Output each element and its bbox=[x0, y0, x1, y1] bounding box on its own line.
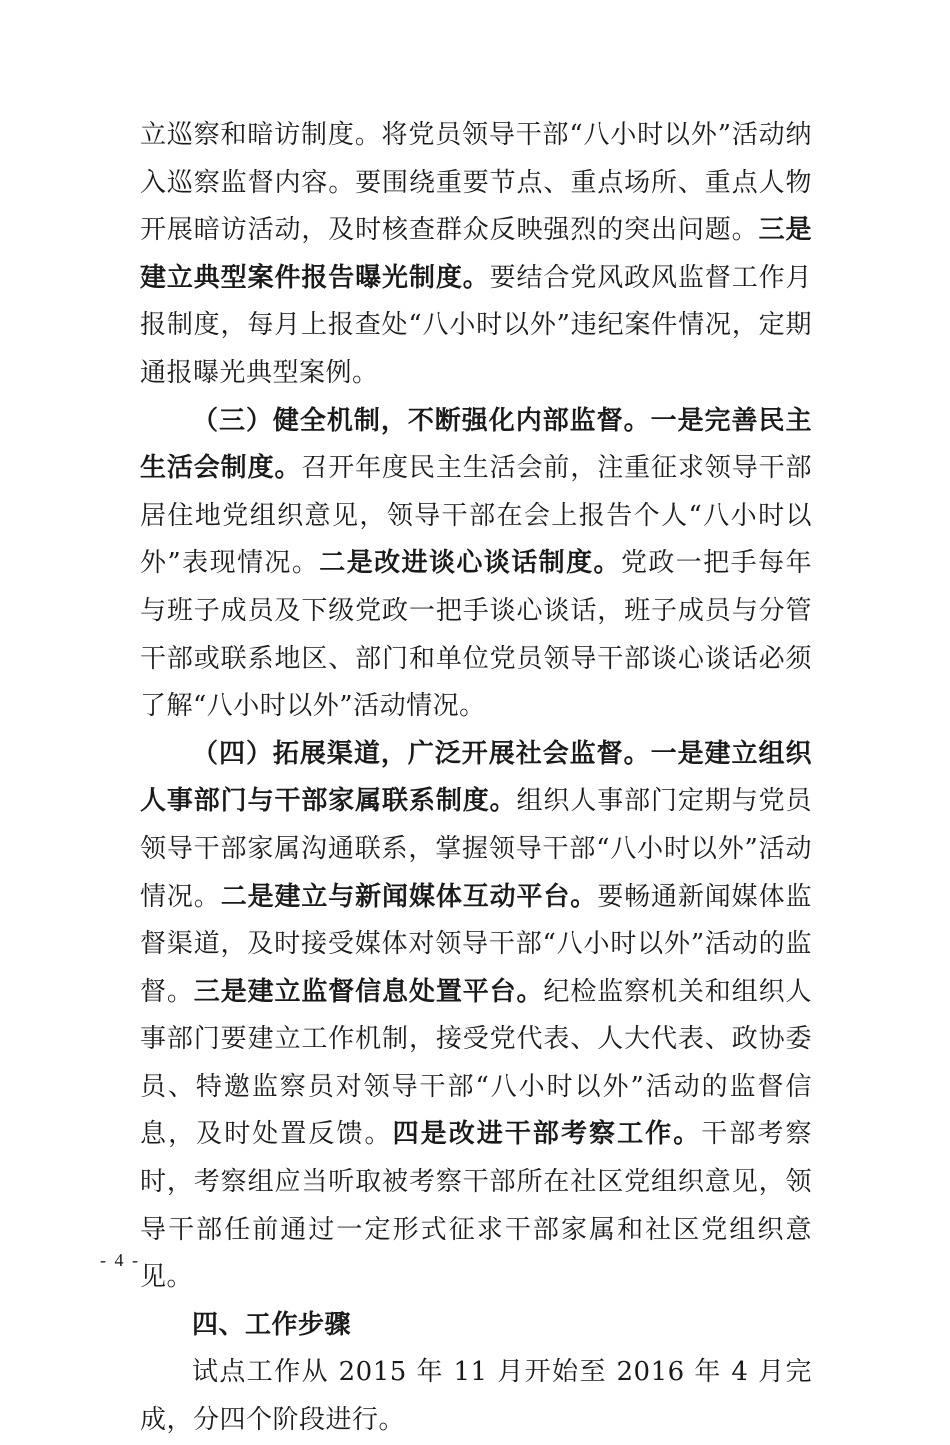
paragraph-text: 要畅通新闻媒体监督渠道，及时接受媒体对领导干部“八小时以外”活动的监督。 bbox=[140, 881, 812, 1007]
paragraph-text: 试点工作从 2015 年 11 月开始至 2016 年 4 月完成，分四个阶段进行。 bbox=[140, 1357, 812, 1436]
paragraph-timeline bbox=[140, 1349, 812, 1444]
paragraph-text: 干部考察时，考察组应当听取被考察干部所在社区党组织意见，领导干部任前通过一定形式征求干部家属和社区党组织意见。 bbox=[140, 1119, 812, 1293]
bold-lead: 三是建立典型案件报告曝光制度。 bbox=[140, 215, 812, 293]
bold-lead: 二是改进谈心谈话制度。 bbox=[319, 548, 621, 579]
page-number: - 4 - bbox=[100, 1250, 140, 1270]
bold-lead: （四）拓展渠道，广泛开展社会监督。一是建立组织人事部门与干部家属联系制度。 bbox=[140, 738, 812, 817]
paragraph-text: 党政一把手每年与班子成员及下级党政一把手谈心谈话，班子成员与分管干部或联系地区、部门和单位党员领导干部谈心谈话必须了解“八小时以外”活动情况。 bbox=[140, 548, 812, 722]
paragraph-social-supervision bbox=[140, 731, 812, 1302]
bold-lead: 二是建立与新闻媒体互动平台。 bbox=[220, 881, 598, 912]
paragraph-text: 召开年度民主生活会前，注重征求领导干部居住地党组织意见，领导干部在会上报告个人“八小时以外”表现情况。 bbox=[140, 453, 812, 579]
paragraph-text: 组织人事部门定期与党员领导干部家属沟通联系，掌握领导干部“八小时以外”活动情况。 bbox=[140, 786, 812, 912]
paragraph-text: 要结合党风政风监督工作月报制度，每月上报查处“八小时以外”违纪案件情况，定期通报曝光典型案例。 bbox=[140, 262, 812, 388]
bold-lead: （三）健全机制，不断强化内部监督。一是完善民主生活会制度。 bbox=[140, 405, 812, 484]
bold-lead: 四是改进干部考察工作。 bbox=[392, 1119, 702, 1150]
bold-lead: 三是建立监督信息处置平台。 bbox=[193, 976, 544, 1007]
body-text bbox=[140, 112, 812, 1445]
paragraph-internal-supervision bbox=[140, 398, 812, 731]
section-heading-work-steps: 四、工作步骤 bbox=[192, 1309, 352, 1340]
paragraph-text: 立巡察和暗访制度。将党员领导干部“八小时以外”活动纳入巡察监督内容。要围绕重要节点、重点场所、重点人物开展暗访活动，及时核查群众反映强烈的突出问题。 bbox=[140, 120, 812, 246]
paragraph-patrol-system bbox=[140, 112, 812, 398]
paragraph-text: 纪检监察机关和组织人事部门要建立工作机制，接受党代表、人大代表、政协委员、特邀监察员对领导干部“八小时以外”活动的监督信息，及时处置反馈。 bbox=[140, 976, 812, 1150]
